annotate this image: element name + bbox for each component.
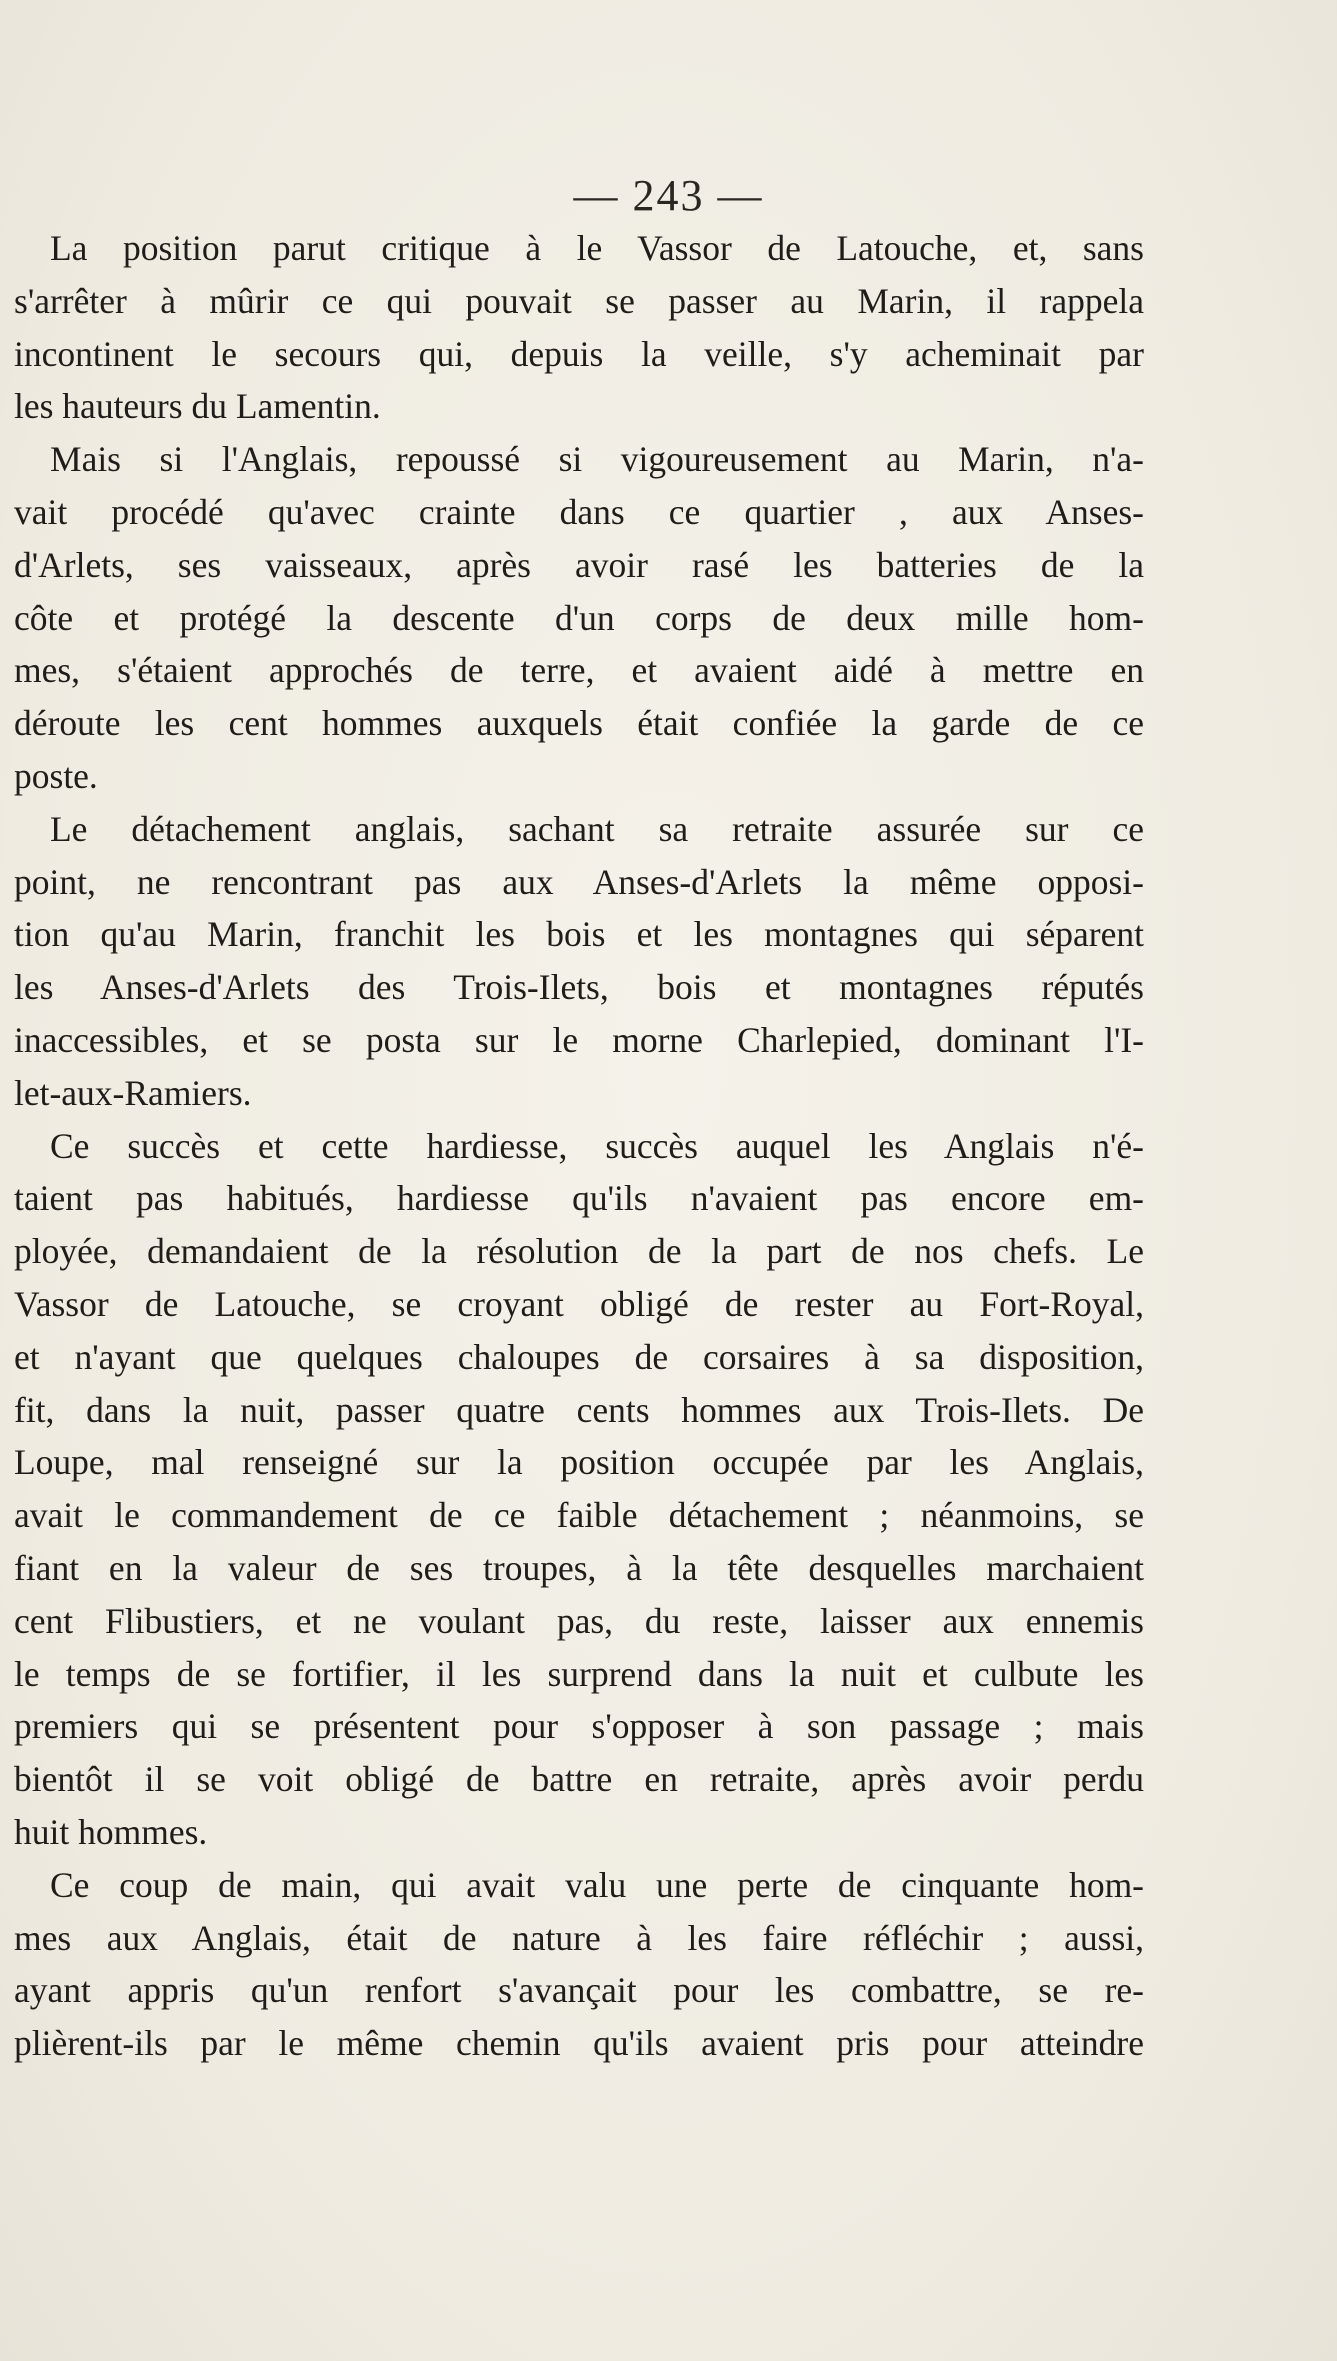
text-line: mes aux Anglais, était de nature à les faire réfléchir ; aussi, bbox=[14, 1917, 1144, 1958]
text-line: La position parut critique à le Vassor de Latouche, et, sans bbox=[50, 228, 1144, 268]
text-line: Mais si l'Anglais, repoussé si vigoureusement au Marin, n'a- bbox=[50, 439, 1144, 480]
text-line: fiant en la valeur de ses troupes, à la tête desquelles marchaient bbox=[14, 1547, 1144, 1588]
text-line: Loupe, mal renseigné sur la position occupée par les Anglais, bbox=[14, 1442, 1144, 1483]
text-line: avait le commandement de ce faible détachement ; néanmoins, se bbox=[14, 1495, 1144, 1536]
text-line: bientôt il se voit obligé de battre en retraite, après avoir perdu bbox=[14, 1759, 1144, 1800]
text-line: premiers qui se présentent pour s'opposer à son passage ; mais bbox=[14, 1706, 1144, 1747]
text-line: les Anses-d'Arlets des Trois-Ilets, bois et montagnes réputés bbox=[14, 967, 1144, 1008]
text-line: le temps de se fortifier, il les surprend dans la nuit et culbute les bbox=[14, 1653, 1144, 1694]
text-line: plièrent-ils par le même chemin qu'ils avaient pris pour atteindre bbox=[14, 2023, 1144, 2064]
text-line: let-aux-Ramiers. bbox=[14, 1072, 252, 1113]
text-line: d'Arlets, ses vaisseaux, après avoir rasé les batteries de la bbox=[14, 544, 1144, 585]
text-line: Vassor de Latouche, se croyant obligé de rester au Fort-Royal, bbox=[14, 1283, 1144, 1324]
text-line: fit, dans la nuit, passer quatre cents hommes aux Trois-Ilets. De bbox=[14, 1389, 1144, 1430]
text-line: ployée, demandaient de la résolution de la part de nos chefs. Le bbox=[14, 1231, 1144, 1272]
text-line: incontinent le secours qui, depuis la veille, s'y acheminait par bbox=[14, 333, 1144, 374]
text-line: Ce coup de main, qui avait valu une perte de cinquante hom- bbox=[50, 1864, 1144, 1905]
text-line: Ce succès et cette hardiesse, succès auquel les Anglais n'é- bbox=[50, 1125, 1144, 1166]
text-line: Le détachement anglais, sachant sa retraite assurée sur ce bbox=[50, 808, 1144, 849]
text-line: point, ne rencontrant pas aux Anses-d'Arlets la même opposi- bbox=[14, 861, 1144, 902]
body-text bbox=[14, 222, 1144, 2070]
page-number: — 243 — bbox=[573, 171, 764, 220]
text-line: s'arrêter à mûrir ce qui pouvait se passer au Marin, il rappela bbox=[14, 280, 1144, 321]
text-line: côte et protégé la descente d'un corps de deux mille hom- bbox=[14, 597, 1144, 638]
text-line: déroute les cent hommes auxquels était confiée la garde de ce bbox=[14, 703, 1144, 744]
text-line: poste. bbox=[14, 755, 98, 796]
text-line: inaccessibles, et se posta sur le morne Charlepied, dominant l'I- bbox=[14, 1019, 1144, 1060]
text-line: et n'ayant que quelques chaloupes de corsaires à sa disposition, bbox=[14, 1336, 1144, 1377]
text-line: tion qu'au Marin, franchit les bois et les montagnes qui séparent bbox=[14, 914, 1144, 955]
text-line: les hauteurs du Lamentin. bbox=[14, 386, 381, 427]
text-line: ayant appris qu'un renfort s'avançait pour les combattre, se re- bbox=[14, 1970, 1144, 2011]
text-line: cent Flibustiers, et ne voulant pas, du reste, laisser aux ennemis bbox=[14, 1600, 1144, 1641]
text-line: huit hommes. bbox=[14, 1811, 208, 1852]
text-line: taient pas habitués, hardiesse qu'ils n'avaient pas encore em- bbox=[14, 1178, 1144, 1219]
text-line: mes, s'étaient approchés de terre, et avaient aidé à mettre en bbox=[14, 650, 1144, 691]
text-line: vait procédé qu'avec crainte dans ce quartier , aux Anses- bbox=[14, 491, 1144, 532]
